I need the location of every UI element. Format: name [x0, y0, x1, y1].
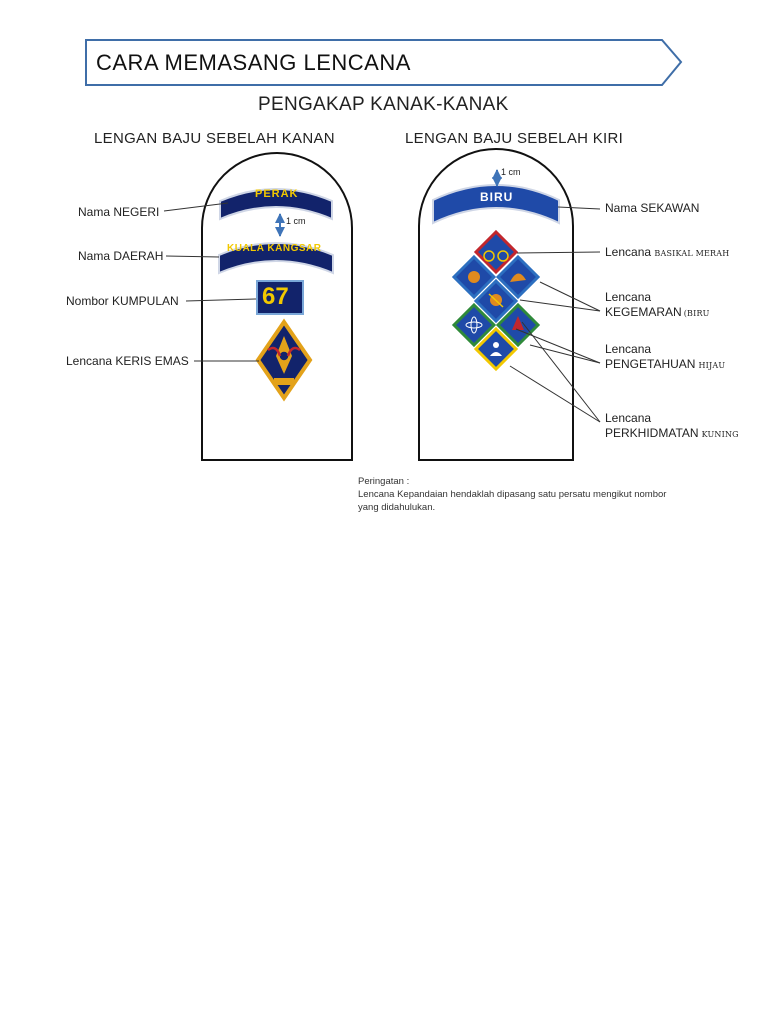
label-group-number: Nombor KUMPULAN	[66, 294, 179, 308]
label-keris-badge: Lencana KERIS EMAS	[66, 354, 189, 368]
label-service-main: PERKHIDMATAN	[605, 426, 699, 440]
label-service-badge	[605, 411, 739, 442]
label-cycling-badge	[605, 245, 729, 259]
state-tab-text: PERAK	[255, 188, 299, 200]
keris-badge-text: EMAS	[275, 373, 293, 379]
label-knowledge-main: PENGETAHUAN	[605, 357, 696, 371]
label-hobby-prefix: Lencana	[605, 290, 652, 304]
page-title: CARA MEMASANG LENCANA	[96, 50, 411, 75]
label-six-name: Nama SEKAWAN	[605, 201, 700, 215]
label-hobby-main: KEGEMARAN	[605, 305, 682, 319]
left-spacing-label: 1 cm	[501, 167, 521, 177]
page-subtitle: PENGAKAP KANAK-KANAK	[258, 94, 509, 115]
right-sleeve-heading: LENGAN BAJU SEBELAH KANAN	[94, 130, 335, 147]
label-district-name: Nama DAERAH	[78, 249, 164, 263]
label-knowledge-badge	[605, 342, 725, 373]
label-service-color: KUNING	[701, 430, 739, 439]
label-hobby-badge	[605, 290, 710, 321]
label-knowledge-prefix: Lencana	[605, 342, 652, 356]
label-cycling-name: BASIKAL MERAH	[654, 249, 730, 258]
note-line-2: yang didahulukan.	[358, 502, 436, 513]
label-service-prefix: Lencana	[605, 411, 652, 425]
group-number-text: 67	[262, 283, 289, 310]
district-tab-text: KUALA KANGSAR	[227, 243, 322, 254]
left-sleeve-heading: LENGAN BAJU SEBELAH KIRI	[405, 130, 624, 147]
label-state-name: Nama NEGERI	[78, 205, 160, 219]
warning-note	[358, 475, 738, 514]
right-spacing-label: 1 cm	[286, 216, 306, 226]
label-cycling-prefix: Lencana	[605, 245, 652, 259]
label-hobby-color: (BIRU	[683, 309, 710, 318]
label-knowledge-color: HIJAU	[698, 361, 726, 370]
six-tab-text: BIRU	[480, 190, 514, 204]
note-line-1: Lencana Kepandaian hendaklah dipasang satu persatu mengikut nombor	[358, 489, 667, 500]
note-heading: Peringatan :	[358, 476, 410, 487]
